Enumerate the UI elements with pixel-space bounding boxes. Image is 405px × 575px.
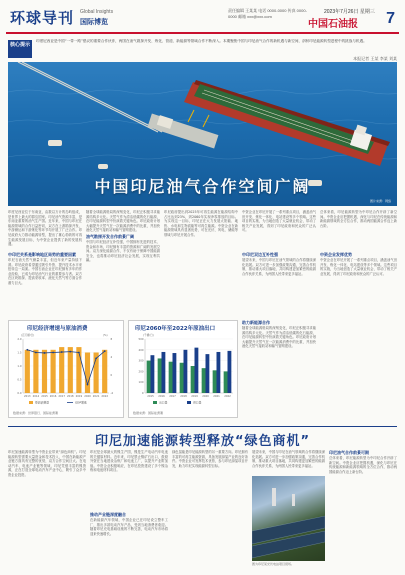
legend-label: GDP增速 xyxy=(75,400,87,405)
section-heading: 助力新能源合作 xyxy=(242,320,270,325)
y-tick-label: 2.0 xyxy=(17,338,22,341)
bar-export xyxy=(169,362,173,393)
newspaper-logo: 中国石油报 xyxy=(308,19,358,30)
hero-headline: 中国印尼油气合作空间广阔 xyxy=(94,177,311,196)
bar-export xyxy=(147,361,151,393)
legend-label: 出口量 xyxy=(159,400,168,405)
point-gdp-growth xyxy=(104,350,106,352)
bar-oil-consumption xyxy=(51,350,56,393)
chart-title: 印尼2060年至2022年原油出口 xyxy=(135,326,216,332)
y-right-tick-label: 0 xyxy=(110,374,113,377)
bar-export xyxy=(224,371,228,393)
x-tick-label: 2017 xyxy=(58,395,66,398)
lower-article-headline: 印尼加速能源转型释放“绿色商机” xyxy=(94,434,311,449)
y-tick-label: 100 xyxy=(138,381,144,385)
bar-export xyxy=(213,370,217,393)
y-axis-label: (百万桶/日) xyxy=(21,334,35,337)
x-tick-label: 2022 xyxy=(224,395,231,398)
intro-text: 印度尼西亚是中国“一带一路”倡议的重要合作伙伴，两国在油气勘探开发、炼化、管道、新能源等领域合作不断深入。本期聚焦中国与印尼油气合作的新机遇与新空间，剖析印尼能源转型进程中的挑战与机遇。 xyxy=(36,39,367,43)
y-right-tick-label: -4 xyxy=(110,392,114,395)
section-heading: 中资企业发挥优势 xyxy=(320,252,352,257)
bar-oil-consumption xyxy=(102,350,107,393)
photo-credit: 图片来源：网络 xyxy=(369,199,391,203)
point-gdp-growth xyxy=(69,351,71,353)
y-tick-label: 400 xyxy=(138,348,144,352)
column-subtitle-en: Global Insights xyxy=(80,9,114,15)
x-tick-label: 2015 xyxy=(147,395,154,398)
y-tick-label: 0.5 xyxy=(17,378,22,382)
legend-swatch-oil xyxy=(29,401,33,404)
y-tick-label: 300 xyxy=(138,359,144,363)
bar-oil-consumption xyxy=(25,350,30,393)
bar-import xyxy=(228,351,232,393)
point-gdp-growth xyxy=(95,357,97,359)
article-column: 中国与印尼经济互补性强，中国拥有先进的技术、资金和市场，印尼拥有丰富的资源和广阔的发展空间。双方深化能源合作，不仅有助于保障中国能源安全，也将推动印尼经济社会发展，实现互利共赢。 xyxy=(86,240,160,263)
article-column: 总体来看，印尼能源转型为中印尼合作开辟了新空间。中资企业应把握机遇，深化与印尼在传统能源和新能源领域的全方位合作，推动两国能源合作迈上新台阶。 xyxy=(329,456,397,474)
y-tick-label: 1.5 xyxy=(17,351,22,355)
line-gdp-growth xyxy=(27,350,104,385)
article-column: 绿色氢能是印尼能源转型的另一重要方向。印尼拥有丰富的可再生能源资源，具备发展绿氢产业的良好条件。中资企业可发挥技术优势，参与印尼绿氢项目开发，助力印尼实现能源转型目标。 xyxy=(172,450,248,468)
article-column: 展望未来，中国与印尼在油气领域的合作将继续深化拓展。双方可进一步加强政策沟通，完善合作机制，推动重大项目落地，共同构建更加紧密的能源合作伙伴关系，为两国人民带来更多福祉。 xyxy=(252,450,325,468)
x-tick-label: 2019 xyxy=(191,395,198,398)
bar-oil-consumption xyxy=(42,350,47,393)
article-column: 展望未来，中国与印尼在油气领域的合作将继续深化拓展。双方可进一步加强政策沟通，完善合作机制，推动重大项目落地，共同构建更加紧密的能源合作伙伴关系，为两国人民带来更多福祉。 xyxy=(242,258,316,276)
article-column: 印尼是全球最大的镍生产国，镍是生产电动汽车电池的关键原材料。近年来，印尼禁止镍矿石出口，鼓励外资在当地建设冶炼厂和电池工厂，以提升产业附加值。中资企业积极响应，在印尼投资建设了多个镍冶炼和电池材料项目。 xyxy=(90,450,168,473)
chart-title: 印尼经济增速与原油消费 xyxy=(27,326,88,332)
article-column: 印尼石油天然气储量丰富，但近年来产量持续下滑。印尼政府希望通过吸引外资、提升技术水平来扭转这一局面。中国石油企业在印尼拥有多年的作业经验，已成为印尼油气行业的重要参与者。双方在区块勘探、提高采收率、液化天然气等方面合作潜力巨大。 xyxy=(8,258,82,285)
article-column: 印度尼西亚位于东南亚，由数以万计的岛屿组成，是世界上最大的群岛国家。印尼油气资源丰富，是东南亚重要的油气生产国。近年来，中国与印尼在能源领域的合作日益密切，双方在上游勘探开发、中游储运和下游炼化等环节均开展了广泛合作。印尼政府大力推动能源转型，提出了雄心勃勃的可再生能源发展目标，为中资企业提供了新的发展机遇。 xyxy=(8,210,82,247)
bar-import xyxy=(206,354,210,393)
column-title: 环球导刊 xyxy=(10,9,75,27)
point-gdp-growth xyxy=(52,352,54,354)
bar-export xyxy=(191,366,195,393)
y-tick-label: 200 xyxy=(138,370,144,374)
intro-tag: 核心提示 xyxy=(8,40,32,58)
chart-crude-trade xyxy=(129,331,237,411)
point-gdp-growth xyxy=(44,352,46,354)
x-tick-label: 2014 xyxy=(32,395,40,398)
photo-illustration xyxy=(252,476,325,561)
x-tick-label: 2013 xyxy=(23,395,31,398)
y-right-axis-label: (%) xyxy=(103,334,108,337)
bar-export xyxy=(180,363,184,393)
chart-panel-crude-trade xyxy=(128,320,238,418)
article-column: 中资企业在印尼开展了一系列重点项目，涵盖油气田开发、炼化一体化、电站建设等多个领域。这些项目的实施，为当地创造了大量就业机会，带动了相关产业发展，得到了印尼政府和民众的广泛认可。 xyxy=(320,258,397,276)
x-tick-label: 2022 xyxy=(101,395,109,398)
legend-swatch xyxy=(153,401,157,404)
bar-import xyxy=(151,355,155,393)
y-right-tick-label: 8 xyxy=(110,338,113,341)
legend-label: 进口量 xyxy=(193,400,202,405)
section-heading: 中印尼双边互补性强 xyxy=(242,252,278,257)
y-tick-label: 0 xyxy=(141,392,144,395)
point-gdp-growth xyxy=(78,352,80,354)
x-tick-label: 2016 xyxy=(49,395,57,398)
bar-import xyxy=(184,350,188,393)
x-tick-label: 2020 xyxy=(84,395,91,398)
bar-import xyxy=(173,353,177,393)
x-tick-label: 2021 xyxy=(213,395,220,398)
point-gdp-growth xyxy=(26,349,28,351)
x-tick-label: 2015 xyxy=(41,395,48,398)
chart-panel-gdp-oil xyxy=(8,320,124,418)
article-column: 总体来看，印尼能源转型为中印尼合作开辟了新空间。中资企业应把握机遇，深化与印尼在传统能源和新能源领域的全方位合作，推动两国能源合作迈上新台阶。 xyxy=(320,210,397,228)
article-column: 中资企业在印尼开展了一系列重点项目，涵盖油气田开发、炼化一体化、电站建设等多个领域。这些项目的实施，为当地创造了大量就业机会，带动了相关产业发展，得到了印尼政府和民众的广泛认可。 xyxy=(242,210,316,233)
article-column: 在新能源汽车领域，中国企业已在印尼设立整车工厂，推出多款电动汽车产品，受到当地消费者欢迎。随着印尼充电基础设施的不断完善，电动汽车市场将迎来快速增长。 xyxy=(90,518,168,536)
x-tick-label: 2017 xyxy=(169,395,176,398)
bar-oil-consumption xyxy=(68,347,73,393)
y-right-tick-label: 4 xyxy=(110,356,113,359)
bar-import xyxy=(217,352,221,393)
y-tick-label: 0.0 xyxy=(17,392,22,395)
authors-line: 本报记者 王某 李某 刘某 xyxy=(353,56,397,61)
bar-import xyxy=(195,348,199,393)
section-heading: 中印尼关系是影响地区局势的重要因素 xyxy=(8,252,76,257)
bar-export xyxy=(202,368,206,393)
section-name: 国际博览 xyxy=(80,18,108,26)
editor-info: 责任编辑 王某某 电话 0000-0000 传真 0000-0000 邮箱 xxx@xxx.com xyxy=(228,8,307,19)
article-column: 随着全球能源格局的深刻变化，印尼正积极寻求能源结构多元化。天然气作为清洁低碳的化石能源，在印尼能源转型中扮演着关键角色。印尼政府计划大幅提升天然气在一次能源消费中的比重，并加快液化天然气接收站和输气管网建设。 xyxy=(242,326,316,349)
section-heading: 油气勘探开发合作前景广阔 xyxy=(86,234,134,239)
chart-gdp-oil xyxy=(9,331,123,411)
section-heading: 印尼油气合作前景可期 xyxy=(329,450,369,455)
issue-date: 2023年7月26日 星期三 xyxy=(324,9,375,15)
solar-plant-photo xyxy=(252,476,325,561)
point-gdp-growth xyxy=(87,384,89,386)
legend-label: 原油消费量 xyxy=(35,400,49,405)
y-axis-label: (千桶/日) xyxy=(143,334,154,337)
bar-export xyxy=(158,358,162,393)
point-gdp-growth xyxy=(61,351,63,353)
bar-import xyxy=(162,352,166,393)
section-divider xyxy=(8,426,397,427)
y-tick-label: 1.0 xyxy=(17,365,22,368)
article-column: 印尼政府提出到2025年可再生能源在能源结构中占比达到23%，到2060年实现净零排放的目标。为实现这一目标，印尼正在大力发展太阳能、地热、水电和生物质能等可再生能源。中资企业在新能源领域具有显著优势，可在光伏、风电、储能等领域与印尼开展合作。 xyxy=(164,210,238,237)
x-tick-label: 2018 xyxy=(66,395,74,398)
x-tick-label: 2018 xyxy=(180,395,187,398)
x-tick-label: 2019 xyxy=(75,395,83,398)
section-heading: 推动产业链深度融合 xyxy=(90,512,126,517)
masthead xyxy=(6,4,399,34)
article-column: 随着全球能源格局的深刻变化，印尼正积极寻求能源结构多元化。天然气作为清洁低碳的化石能源，在印尼能源转型中扮演着关键角色。印尼政府计划大幅提升天然气在一次能源消费中的比重，并加快液化天然气接收站和输气管网建设。 xyxy=(86,210,160,232)
x-tick-label: 2020 xyxy=(202,395,209,398)
point-gdp-growth xyxy=(35,352,37,354)
article-column: 印尼加速能源转型为中资企业带来“绿色商机”。印尼能源转型需要大量资金和技术投入，中国在新能源产业链方面具有完整的优势，双方合作空间巨大。在电动汽车、电池产业链等领域，印尼凭借丰富的镍资源，正在打造全球电动汽车产业中心，吸引了众多中资企业投资。 xyxy=(8,450,86,477)
photo-caption: 图为印尼某光伏电站项目现场。 xyxy=(252,562,295,566)
chart-source: 数据来源：国际能源署 xyxy=(133,411,164,415)
page-number: 7 xyxy=(386,10,395,27)
legend-swatch xyxy=(187,401,191,404)
bar-oil-consumption xyxy=(85,353,90,394)
bar-oil-consumption xyxy=(33,350,38,393)
bar-oil-consumption xyxy=(59,347,64,393)
x-tick-label: 2021 xyxy=(92,395,100,398)
y-tick-label: 500 xyxy=(138,338,144,341)
x-tick-label: 2016 xyxy=(158,395,165,398)
chart-source: 数据来源：世界银行、国际能源署 xyxy=(13,411,59,415)
hero-photo xyxy=(8,62,397,206)
